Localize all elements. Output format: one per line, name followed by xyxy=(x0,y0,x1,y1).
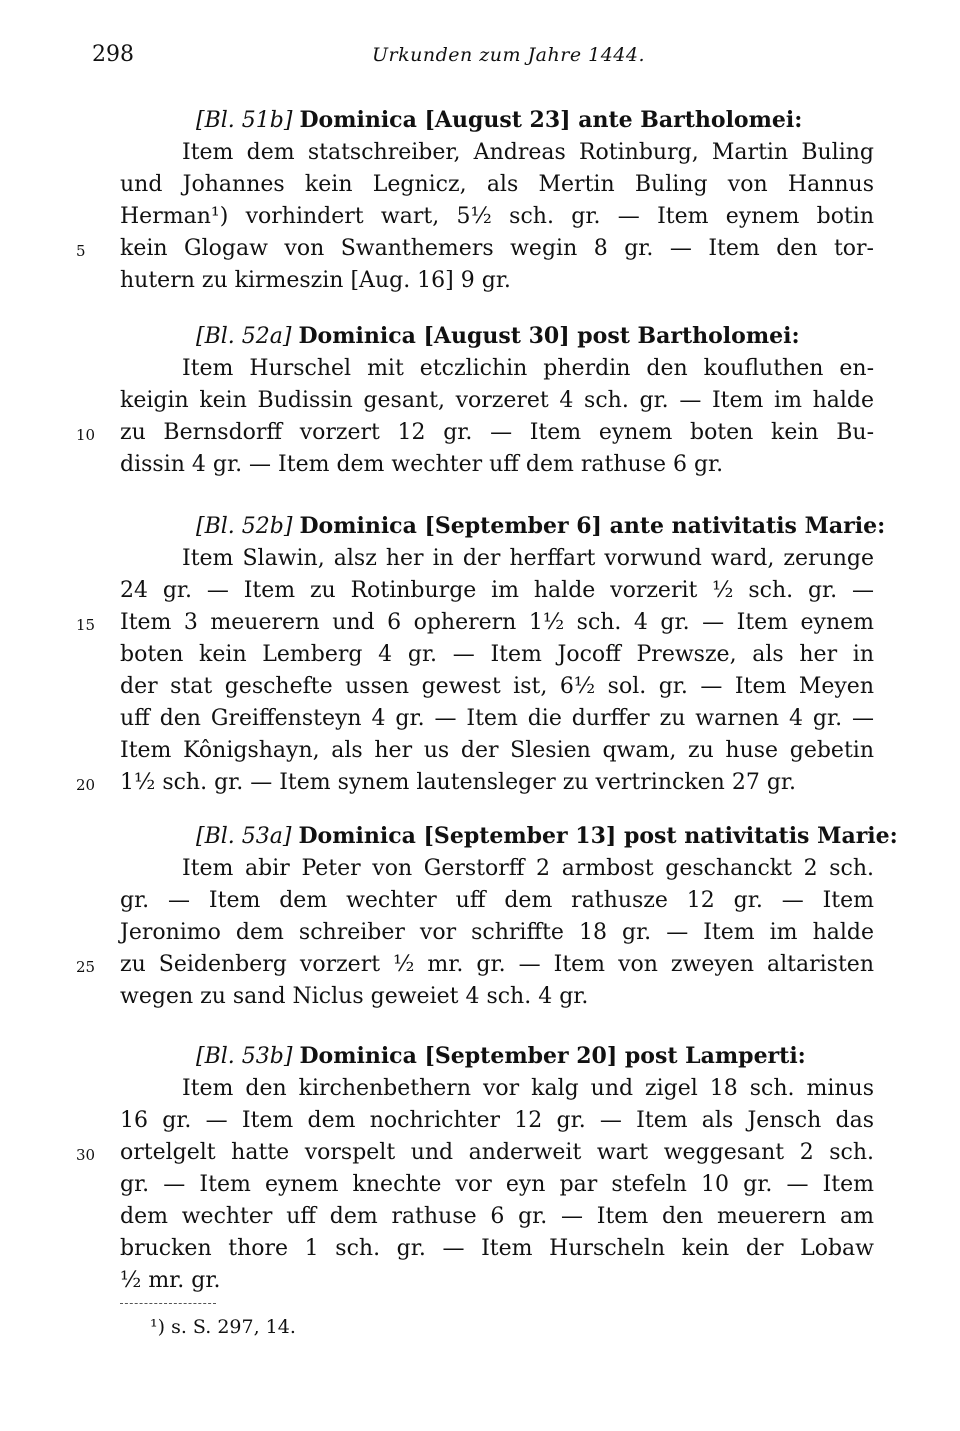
line-text: Item Hurschel mit etczlichin pherdin den koufluthen en- xyxy=(182,356,874,381)
entry-section xyxy=(76,104,874,297)
text-line xyxy=(120,639,874,671)
line-text: brucken thore 1 sch. gr. — Item Hurscheln kein der Lobaw xyxy=(120,1236,874,1261)
margin-line-number: 30 xyxy=(76,1146,96,1164)
line-text: ortelgelt hatte vorspelt und anderweit wart weggesant 2 sch. xyxy=(120,1140,874,1165)
margin-line-number: 15 xyxy=(76,616,96,634)
text-line xyxy=(120,449,874,481)
footnote-rule xyxy=(120,1303,216,1304)
line-text: Item den kirchenbethern vor kalg und zigel 18 sch. minus xyxy=(182,1076,874,1101)
text-line xyxy=(76,607,874,639)
text-line xyxy=(120,1105,874,1137)
line-text: Herman¹) vorhindert wart, 5½ sch. gr. — Item eynem botin xyxy=(120,204,874,229)
line-text: und Johannes kein Legnicz, als Mertin Buling von Hannus xyxy=(120,172,874,197)
text-line xyxy=(120,1073,874,1105)
entry-section xyxy=(76,1040,874,1297)
entry-heading xyxy=(120,1040,874,1073)
line-text: 24 gr. — Item zu Rotinburge im halde vorzerit ½ sch. gr. — xyxy=(120,578,874,603)
line-text: Jeronimo dem schreiber vor schriffte 18 gr. — Item im halde xyxy=(120,920,874,945)
text-line xyxy=(120,353,874,385)
line-text: 16 gr. — Item dem nochrichter 12 gr. — Item als Jensch das xyxy=(120,1108,874,1133)
text-line xyxy=(76,233,874,265)
entry-title: Dominica [August 23] ante Bartholomei: xyxy=(299,107,803,133)
entry-title: Dominica [August 30] post Bartholomei: xyxy=(298,323,800,349)
folio-reference: [Bl. 52a] xyxy=(196,324,292,349)
line-text: gr. — Item dem wechter uff dem rathusze 12 gr. — Item xyxy=(120,888,874,913)
line-text: keigin kein Budissin gesant, vorzeret 4 sch. gr. — Item im halde xyxy=(120,388,874,413)
text-line xyxy=(120,265,874,297)
text-line xyxy=(120,703,874,735)
margin-line-number: 20 xyxy=(76,776,96,794)
margin-line-number: 25 xyxy=(76,958,96,976)
line-text: 1½ sch. gr. — Item synem lautensleger zu vertrincken 27 gr. xyxy=(120,770,796,795)
text-line xyxy=(120,917,874,949)
entry-title: Dominica [September 6] ante nativitatis Marie: xyxy=(299,513,886,539)
text-line xyxy=(120,201,874,233)
entry-heading xyxy=(120,820,898,853)
line-text: Item Kônigshayn, als her us der Slesien qwam, zu huse gebetin xyxy=(120,738,874,763)
text-line xyxy=(120,137,874,169)
text-line xyxy=(120,385,874,417)
entry-heading xyxy=(120,510,886,543)
text-line xyxy=(120,735,874,767)
text-line xyxy=(120,1169,874,1201)
entry-heading xyxy=(120,320,874,353)
margin-line-number: 5 xyxy=(76,242,86,260)
line-text: Item 3 meuerern und 6 opherern 1½ sch. 4 gr. — Item eynem xyxy=(120,610,874,635)
entry-title: Dominica [September 20] post Lamperti: xyxy=(299,1043,806,1069)
line-text: zu Bernsdorff vorzert 12 gr. — Item eynem boten kein Bu- xyxy=(120,420,874,445)
entry-heading xyxy=(120,104,874,137)
margin-line-number: 10 xyxy=(76,426,96,444)
text-line xyxy=(76,1137,874,1169)
line-text: wegen zu sand Niclus geweiet 4 sch. 4 gr. xyxy=(120,984,589,1009)
folio-reference: [Bl. 52b] xyxy=(196,514,293,539)
entry-section xyxy=(76,320,874,481)
running-head: Urkunden zum Jahre 1444. xyxy=(372,44,646,66)
line-text: dissin 4 gr. — Item dem wechter uff dem rathuse 6 gr. xyxy=(120,452,724,477)
folio-reference: [Bl. 51b] xyxy=(196,108,293,133)
folio-reference: [Bl. 53a] xyxy=(196,824,292,849)
text-line xyxy=(120,853,874,885)
text-line xyxy=(120,575,874,607)
line-text: ½ mr. gr. xyxy=(120,1268,221,1293)
line-text: zu Seidenberg vorzert ½ mr. gr. — Item von zweyen altaristen xyxy=(120,952,874,977)
entry-title: Dominica [September 13] post nativitatis Marie: xyxy=(298,823,898,849)
page-number: 298 xyxy=(92,42,134,67)
line-text: gr. — Item eynem knechte vor eyn par stefeln 10 gr. — Item xyxy=(120,1172,874,1197)
text-line xyxy=(120,1233,874,1265)
text-line xyxy=(120,671,874,703)
text-line xyxy=(120,169,874,201)
text-line xyxy=(120,1265,874,1297)
text-line xyxy=(76,949,874,981)
line-text: Item abir Peter von Gerstorff 2 armbost geschanckt 2 sch. xyxy=(182,856,874,881)
line-text: uff den Greiffensteyn 4 gr. — Item die durffer zu warnen 4 gr. — xyxy=(120,706,874,731)
line-text: kein Glogaw von Swanthemers wegin 8 gr. — Item den tor- xyxy=(120,236,874,261)
text-line xyxy=(120,543,874,575)
line-text: dem wechter uff dem rathuse 6 gr. — Item den meuerern am xyxy=(120,1204,874,1229)
line-text: Item Slawin, alsz her in der herffart vorwund ward, zerunge xyxy=(182,546,874,571)
entry-section xyxy=(76,820,898,1013)
line-text: der stat geschefte ussen gewest ist, 6½ sol. gr. — Item Meyen xyxy=(120,674,874,699)
text-line xyxy=(76,767,874,799)
footnote: ¹) s. S. 297, 14. xyxy=(150,1316,296,1338)
text-line xyxy=(76,417,874,449)
text-line xyxy=(120,885,874,917)
text-line xyxy=(120,981,874,1013)
line-text: boten kein Lemberg 4 gr. — Item Jocoff Prewsze, als her in xyxy=(120,642,874,667)
line-text: Item dem statschreiber, Andreas Rotinburg, Martin Buling xyxy=(182,140,874,165)
line-text: hutern zu kirmeszin [Aug. 16] 9 gr. xyxy=(120,268,511,293)
entry-section xyxy=(76,510,886,799)
folio-reference: [Bl. 53b] xyxy=(196,1044,293,1069)
text-line xyxy=(120,1201,874,1233)
